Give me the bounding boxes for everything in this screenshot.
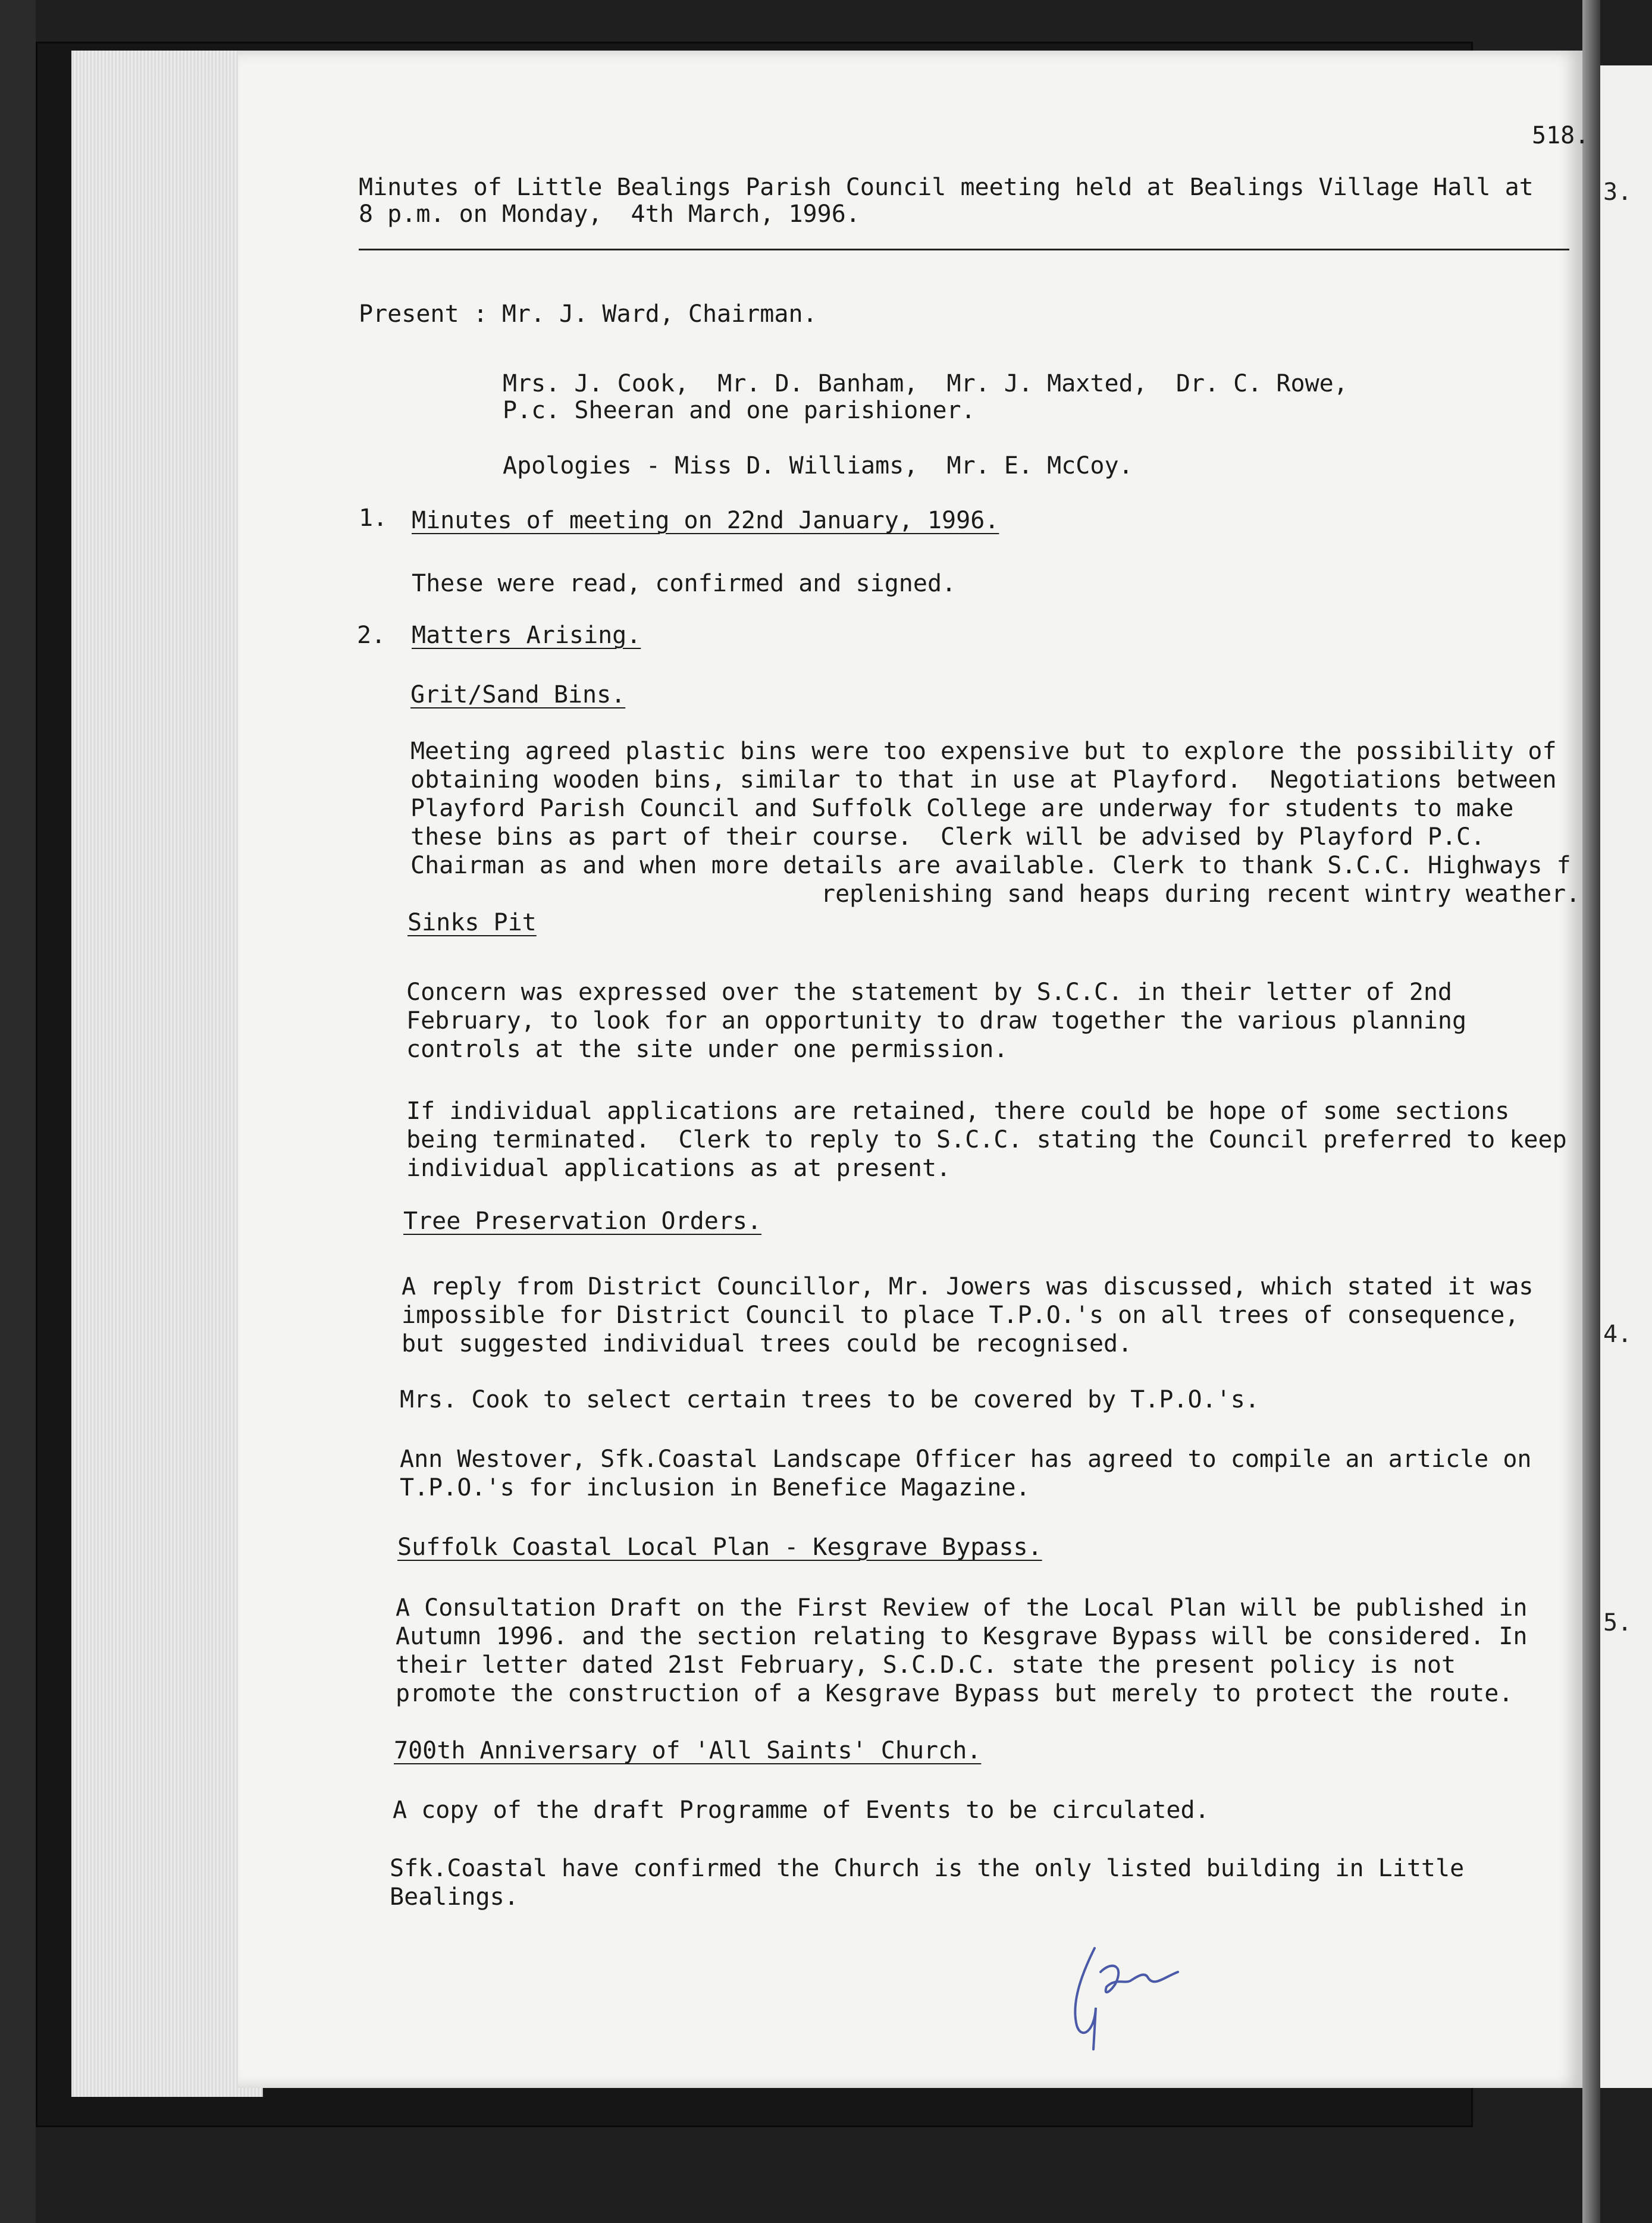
sinks-para2-line-3: individual applications as at present. <box>406 1155 951 1182</box>
item-1-text: These were read, confirmed and signed. <box>412 570 957 597</box>
next-page-item-3: 3. <box>1603 178 1632 206</box>
background-strip <box>0 0 36 2223</box>
church-para1: A copy of the draft Programme of Events to be circulated. <box>393 1796 1209 1824</box>
next-page-item-4: 4. <box>1603 1321 1632 1348</box>
item-1-heading: Minutes of meeting on 22nd January, 1996. <box>412 507 999 534</box>
minutes-title-line-2: 8 p.m. on Monday, 4th March, 1996. <box>359 200 860 228</box>
minutes-title-line-1: Minutes of Little Bealings Parish Council meeting held at Bealings Village Hall at <box>359 174 1534 201</box>
grit-line-1: Meeting agreed plastic bins were too expensive but to explore the possibility of <box>410 738 1557 765</box>
sinks-para1-line-2: February, to look for an opportunity to draw together the various planning <box>406 1007 1467 1034</box>
present-line: Present : Mr. J. Ward, Chairman. <box>359 300 817 328</box>
sinks-para2-line-1: If individual applications are retained, there could be hope of some sections <box>406 1098 1510 1125</box>
plan-line-2: Autumn 1996. and the section relating to Kesgrave Bypass will be considered. In <box>396 1623 1528 1650</box>
tpo-para1-line-3: but suggested individual trees could be recognised. <box>402 1330 1133 1357</box>
sinks-para2-line-2: being terminated. Clerk to reply to S.C.C. stating the Council preferred to keep <box>406 1126 1567 1153</box>
plan-line-1: A Consultation Draft on the First Review of the Local Plan will be published in <box>396 1594 1528 1622</box>
tpo-para1-line-2: impossible for District Council to place T.P.O.'s on all trees of consequence, <box>402 1302 1519 1329</box>
church-para2-line-2: Bealings. <box>390 1883 519 1911</box>
tpo-para3-line-2: T.P.O.'s for inclusion in Benefice Magazine. <box>400 1474 1030 1501</box>
title-rule <box>359 249 1569 250</box>
members-line-1: Mrs. J. Cook, Mr. D. Banham, Mr. J. Maxted, Dr. C. Rowe, <box>503 370 1348 397</box>
handwritten-signature <box>1059 1936 1202 2055</box>
grit-bins-heading: Grit/Sand Bins. <box>410 681 626 708</box>
tpo-heading: Tree Preservation Orders. <box>403 1208 762 1235</box>
church-para2-line-1: Sfk.Coastal have confirmed the Church is the only listed building in Little <box>390 1855 1465 1882</box>
book-gutter <box>1582 0 1600 2223</box>
tpo-para3-line-1: Ann Westover, Sfk.Coastal Landscape Officer has agreed to compile an article on <box>400 1446 1532 1473</box>
tpo-para1-line-1: A reply from District Councillor, Mr. Jowers was discussed, which stated it was <box>402 1273 1534 1300</box>
plan-line-4: promote the construction of a Kesgrave Bypass but merely to protect the route. <box>396 1680 1513 1707</box>
local-plan-heading: Suffolk Coastal Local Plan - Kesgrave Bypass. <box>397 1534 1042 1561</box>
members-line-2: P.c. Sheeran and one parishioner. <box>503 397 976 424</box>
sinks-pit-heading: Sinks Pit <box>407 909 537 936</box>
next-page-edge <box>1600 65 1652 2088</box>
plan-line-3: their letter dated 21st February, S.C.D.C. state the present policy is not <box>396 1651 1456 1679</box>
sinks-para1-line-3: controls at the site under one permission. <box>406 1036 1008 1063</box>
grit-line-4: these bins as part of their course. Clerk will be advised by Playford P.C. <box>410 823 1485 851</box>
grit-line-6: replenishing sand heaps during recent wintry weather. <box>821 880 1581 908</box>
item-1-number: 1. <box>359 504 388 532</box>
page-number: 518. <box>1532 122 1590 149</box>
next-page-item-5: 5. <box>1603 1609 1632 1636</box>
page-stack-edges <box>71 51 263 2097</box>
grit-line-3: Playford Parish Council and Suffolk College are underway for students to make <box>410 795 1514 822</box>
item-2-number: 2. <box>357 622 386 649</box>
anniversary-heading: 700th Anniversary of 'All Saints' Church. <box>394 1737 982 1764</box>
apologies-line: Apologies - Miss D. Williams, Mr. E. McCoy. <box>503 452 1133 479</box>
tpo-para2: Mrs. Cook to select certain trees to be covered by T.P.O.'s. <box>400 1386 1259 1413</box>
item-2-heading: Matters Arising. <box>412 622 641 649</box>
grit-line-2: obtaining wooden bins, similar to that in use at Playford. Negotiations between <box>410 766 1557 794</box>
grit-line-5: Chairman as and when more details are available. Clerk to thank S.C.C. Highways f <box>410 852 1571 879</box>
document-page <box>238 51 1582 2088</box>
sinks-para1-line-1: Concern was expressed over the statement by S.C.C. in their letter of 2nd <box>406 979 1452 1006</box>
